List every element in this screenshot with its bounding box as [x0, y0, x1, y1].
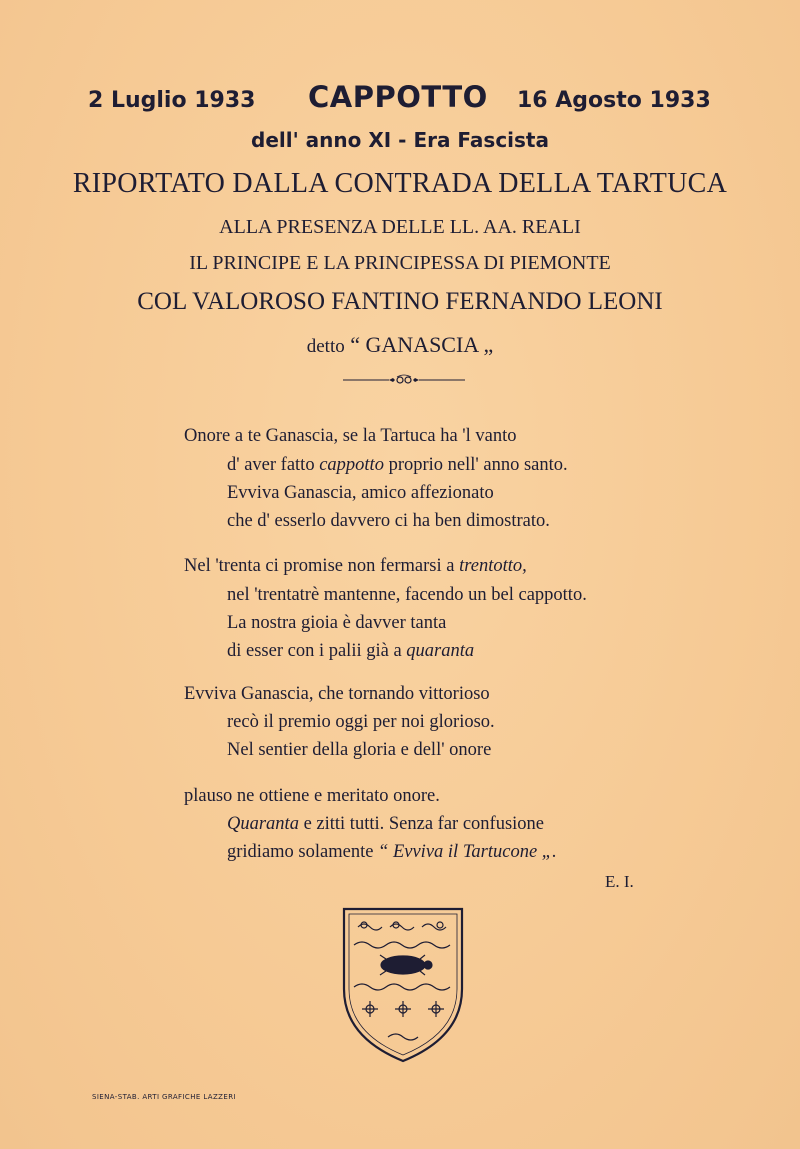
- dedication-line-2: ALLA PRESENZA DELLE LL. AA. REALI: [219, 216, 581, 238]
- poem-line: nel 'trentatrè mantenne, facendo un bel cappotto.: [227, 585, 587, 605]
- poem-line: Onore a te Ganascia, se la Tartuca ha 'l vanto: [184, 426, 517, 446]
- jockey-nickname: “ GANASCIA „: [350, 332, 494, 357]
- printer-imprint: SIENA-STAB. ARTI GRAFICHE LAZZERI: [92, 1093, 236, 1101]
- poem-line: d' aver fatto cappotto proprio nell' anno santo.: [227, 455, 568, 475]
- poem-line: plauso ne ottiene e meritato onore.: [184, 786, 440, 806]
- poem-line: Nel 'trenta ci promise non fermarsi a trentotto,: [184, 556, 527, 576]
- dedication-line-1: RIPORTATO DALLA CONTRADA DELLA TARTUCA: [72, 168, 728, 199]
- detto-label: detto: [306, 336, 345, 357]
- poem-line: Nel sentier della gloria e dell' onore: [227, 740, 492, 760]
- poem-line: gridiamo solamente “ Evviva il Tartucone „.: [227, 842, 557, 862]
- poem-line: Evviva Ganascia, amico affezionato: [227, 483, 494, 503]
- poem-line: La nostra gioia è davver tanta: [227, 613, 447, 633]
- subtitle: dell' anno XI - Era Fascista: [251, 128, 549, 152]
- tartuca-crest-icon: [340, 905, 466, 1065]
- date-right: 16 Agosto 1933: [517, 88, 711, 113]
- dedication-line-4: COL VALOROSO FANTINO FERNANDO LEONI: [137, 288, 663, 315]
- poem-line: di esser con i palii già a quaranta: [227, 641, 475, 661]
- header: [0, 80, 800, 120]
- signature: E. I.: [605, 872, 634, 891]
- poem-line: Quaranta e zitti tutti. Senza far confusione: [227, 814, 544, 834]
- poem-line: Evviva Ganascia, che tornando vittorioso: [184, 684, 490, 704]
- dedication-line-5: [0, 332, 800, 358]
- poem-line: recò il premio oggi per noi glorioso.: [227, 712, 495, 732]
- dedication-line-3: IL PRINCIPE E LA PRINCIPESSA DI PIEMONTE: [189, 252, 611, 274]
- date-left: 2 Luglio 1933: [88, 88, 256, 113]
- page-title: CAPPOTTO: [308, 80, 488, 114]
- poem-line: che d' esserlo davvero ci ha ben dimostrato.: [227, 511, 550, 531]
- divider-ornament-icon: [343, 372, 465, 388]
